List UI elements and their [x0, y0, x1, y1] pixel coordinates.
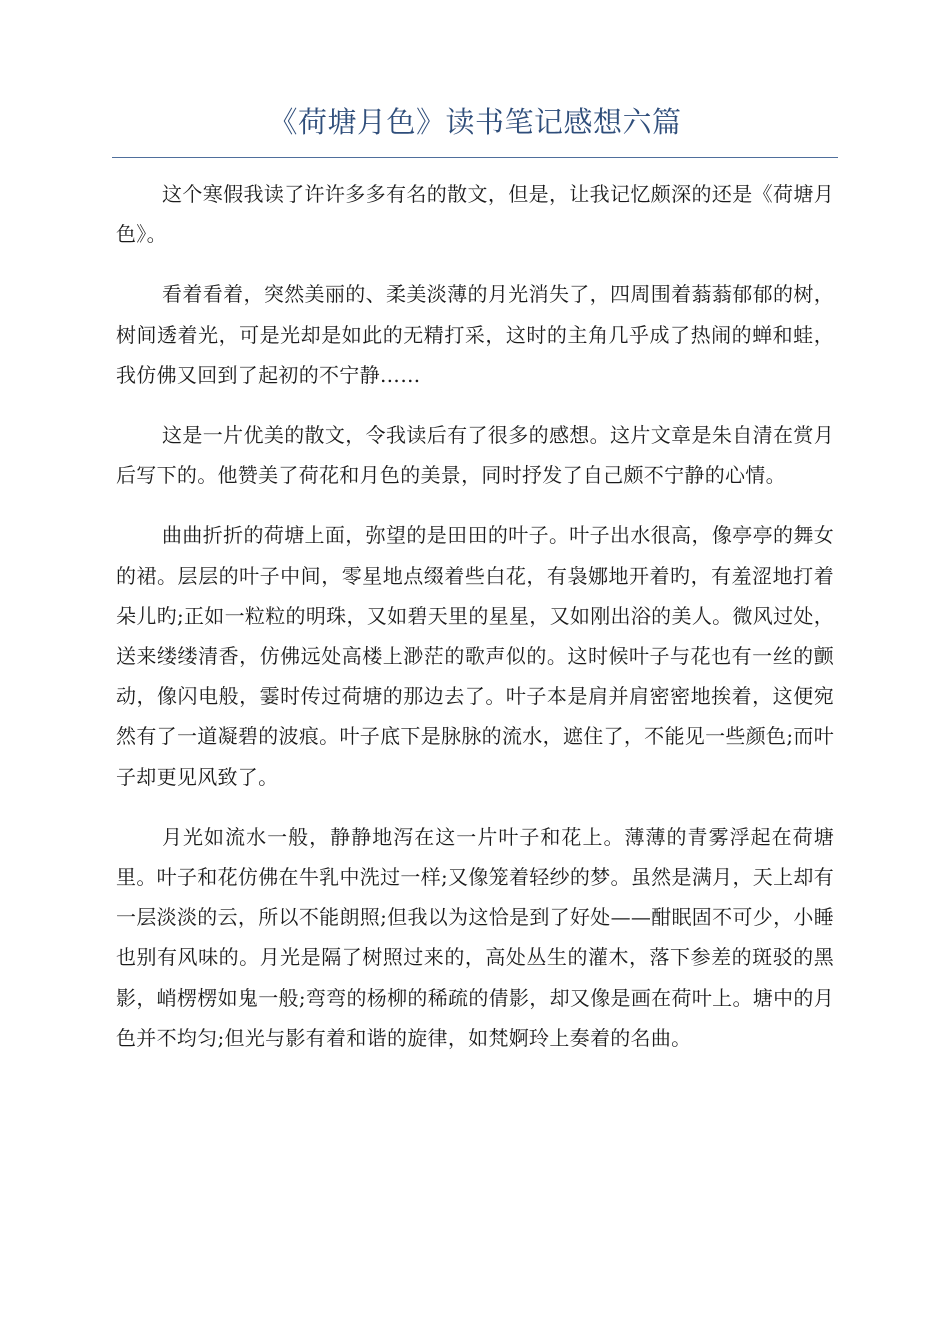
document-title: 《荷塘月色》读书笔记感想六篇: [268, 105, 682, 139]
paragraph-4: 曲曲折折的荷塘上面，弥望的是田田的叶子。叶子出水很高，像亭亭的舞女的裙。层层的叶子中间，零星地点缀着些白花，有袅娜地开着旳，有羞涩地打着朵儿旳;正如一粒粒的明珠，又如碧天里的星星，又如刚出浴的美人。微风过处，送来缕缕清香，仿佛远处高楼上渺茫的歌声似的。这时候叶子与花也有一丝的颤动，像闪电般，霎时传过荷塘的那边去了。叶子本是肩并肩密密地挨着，这便宛然有了一道凝碧的波痕。叶子底下是脉脉的流水，遮住了，不能见一些颜色;而叶子却更见风致了。: [116, 523, 834, 789]
paragraph-1: 这个寒假我读了许许多多有名的散文，但是，让我记忆颇深的还是《荷塘月色》。: [116, 182, 834, 247]
title-divider: [112, 157, 838, 158]
paragraph-2: 看着看着，突然美丽的、柔美淡薄的月光消失了，四周围着蓊蓊郁郁的树，树间透着光，可是光却是如此的无精打采，这时的主角几乎成了热闹的蝉和蛙，我仿佛又回到了起初的不宁静……: [116, 282, 834, 387]
paragraph-5: 月光如流水一般，静静地泻在这一片叶子和花上。薄薄的青雾浮起在荷塘里。叶子和花仿佛在牛乳中洗过一样;又像笼着轻纱的梦。虽然是满月，天上却有一层淡淡的云，所以不能朗照;但我以为这恰是到了好处——酣眠固不可少，小睡也别有风味的。月光是隔了树照过来的，高处丛生的灌木，落下参差的斑驳的黑影，峭楞楞如鬼一般;弯弯的杨柳的稀疏的倩影，却又像是画在荷叶上。塘中的月色并不均匀;但光与影有着和谐的旋律，如梵婀玲上奏着的名曲。: [116, 824, 834, 1050]
paragraph-3: 这是一片优美的散文，令我读后有了很多的感想。这片文章是朱自清在赏月后写下的。他赞美了荷花和月色的美景，同时抒发了自己颇不宁静的心情。: [116, 423, 834, 488]
document-body: [116, 174, 834, 1078]
